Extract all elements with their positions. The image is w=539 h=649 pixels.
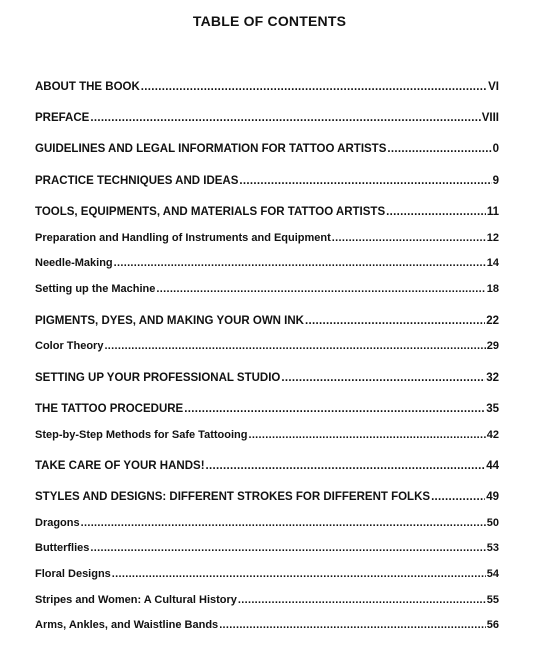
toc-entry xyxy=(35,541,499,555)
toc-entry-label: ABOUT THE BOOK xyxy=(35,81,140,93)
toc-entry xyxy=(35,490,499,504)
toc-entry xyxy=(35,567,499,581)
toc-entry-page: 44 xyxy=(486,460,499,472)
dot-leader xyxy=(114,256,486,270)
dot-leader xyxy=(206,459,486,473)
toc-entry-label: THE TATTOO PROCEDURE xyxy=(35,403,184,415)
toc-entry-label: STYLES AND DESIGNS: DIFFERENT STROKES FOR DIFFERENT FOLKS xyxy=(35,491,431,503)
toc-entry-page: 0 xyxy=(492,143,499,155)
dot-leader xyxy=(184,402,485,416)
toc-entry-label: Floral Designs xyxy=(35,568,111,580)
toc-entry-page: 29 xyxy=(486,340,499,352)
toc-entry-label: PREFACE xyxy=(35,112,90,124)
toc-entry-page: 55 xyxy=(486,594,499,606)
dot-leader xyxy=(332,231,486,245)
toc-entry xyxy=(35,516,499,530)
dot-leader xyxy=(305,314,485,328)
dot-leader xyxy=(141,80,487,94)
toc-entry-label: Butterflies xyxy=(35,542,90,554)
toc-entry-label: Stripes and Women: A Cultural History xyxy=(35,594,237,606)
dot-leader xyxy=(238,593,486,607)
toc-entry-page: 49 xyxy=(486,491,499,503)
dot-leader xyxy=(281,371,485,385)
toc-entry-page: 9 xyxy=(492,175,499,187)
dot-leader xyxy=(156,282,485,296)
toc-entry-label: Needle-Making xyxy=(35,257,113,269)
toc-entry-page: 12 xyxy=(486,232,499,244)
toc-entry xyxy=(35,231,499,245)
toc-entry-page: 54 xyxy=(486,568,499,580)
toc-entry-page: 53 xyxy=(486,542,499,554)
dot-leader xyxy=(90,111,480,125)
toc-entry xyxy=(35,402,499,416)
page-title: TABLE OF CONTENTS xyxy=(192,13,347,29)
toc-entry xyxy=(35,142,499,156)
dot-leader xyxy=(431,490,485,504)
toc-entry-label: Color Theory xyxy=(35,340,104,352)
dot-leader xyxy=(104,339,485,353)
toc-entry-label: PRACTICE TECHNIQUES AND IDEAS xyxy=(35,175,239,187)
toc-entry-label: SETTING UP YOUR PROFESSIONAL STUDIO xyxy=(35,372,281,384)
toc-entry-label: Arms, Ankles, and Waistline Bands xyxy=(35,619,219,631)
toc-entry-page: 56 xyxy=(486,619,499,631)
toc-entry xyxy=(35,593,499,607)
toc-entry-page: 22 xyxy=(486,315,499,327)
toc-entry-label: Setting up the Machine xyxy=(35,283,156,295)
toc-entry xyxy=(35,282,499,296)
toc-entry-label: Step-by-Step Methods for Safe Tattooing xyxy=(35,429,248,441)
toc-entry xyxy=(35,111,499,125)
toc-entry-page: 14 xyxy=(486,257,499,269)
toc-entry-label: PIGMENTS, DYES, AND MAKING YOUR OWN INK xyxy=(35,315,304,327)
dot-leader xyxy=(90,541,485,555)
toc-entry xyxy=(35,314,499,328)
toc-entry xyxy=(35,428,499,442)
toc-entry-page: 32 xyxy=(486,372,499,384)
toc-entry-page: 11 xyxy=(486,206,499,218)
toc-entry xyxy=(35,174,499,188)
toc-entry-page: 35 xyxy=(486,403,499,415)
toc-entry-page: 50 xyxy=(486,517,499,529)
toc-entry xyxy=(35,205,499,219)
toc-entry xyxy=(35,339,499,353)
toc-entry-page: VI xyxy=(488,81,499,93)
toc-entry-label: Preparation and Handling of Instruments and Equipment xyxy=(35,232,331,244)
dot-leader xyxy=(81,516,486,530)
toc-entry xyxy=(35,618,499,632)
dot-leader xyxy=(112,567,486,581)
dot-leader xyxy=(248,428,485,442)
dot-leader xyxy=(239,174,491,188)
toc-entry-label: TOOLS, EQUIPMENTS, AND MATERIALS FOR TATTOO ARTISTS xyxy=(35,206,386,218)
toc-entry xyxy=(35,256,499,270)
toc-entry-label: TAKE CARE OF YOUR HANDS! xyxy=(35,460,205,472)
toc-entry xyxy=(35,371,499,385)
toc-entry xyxy=(35,80,499,94)
dot-leader xyxy=(386,205,486,219)
dot-leader xyxy=(219,618,486,632)
toc-entry xyxy=(35,459,499,473)
toc-entry-page: 42 xyxy=(486,429,499,441)
toc-entry-page: VIII xyxy=(481,112,499,124)
dot-leader xyxy=(387,142,491,156)
toc-entry-label: Dragons xyxy=(35,517,80,529)
toc-entry-label: GUIDELINES AND LEGAL INFORMATION FOR TATTOO ARTISTS xyxy=(35,143,387,155)
toc-entry-page: 18 xyxy=(486,283,499,295)
